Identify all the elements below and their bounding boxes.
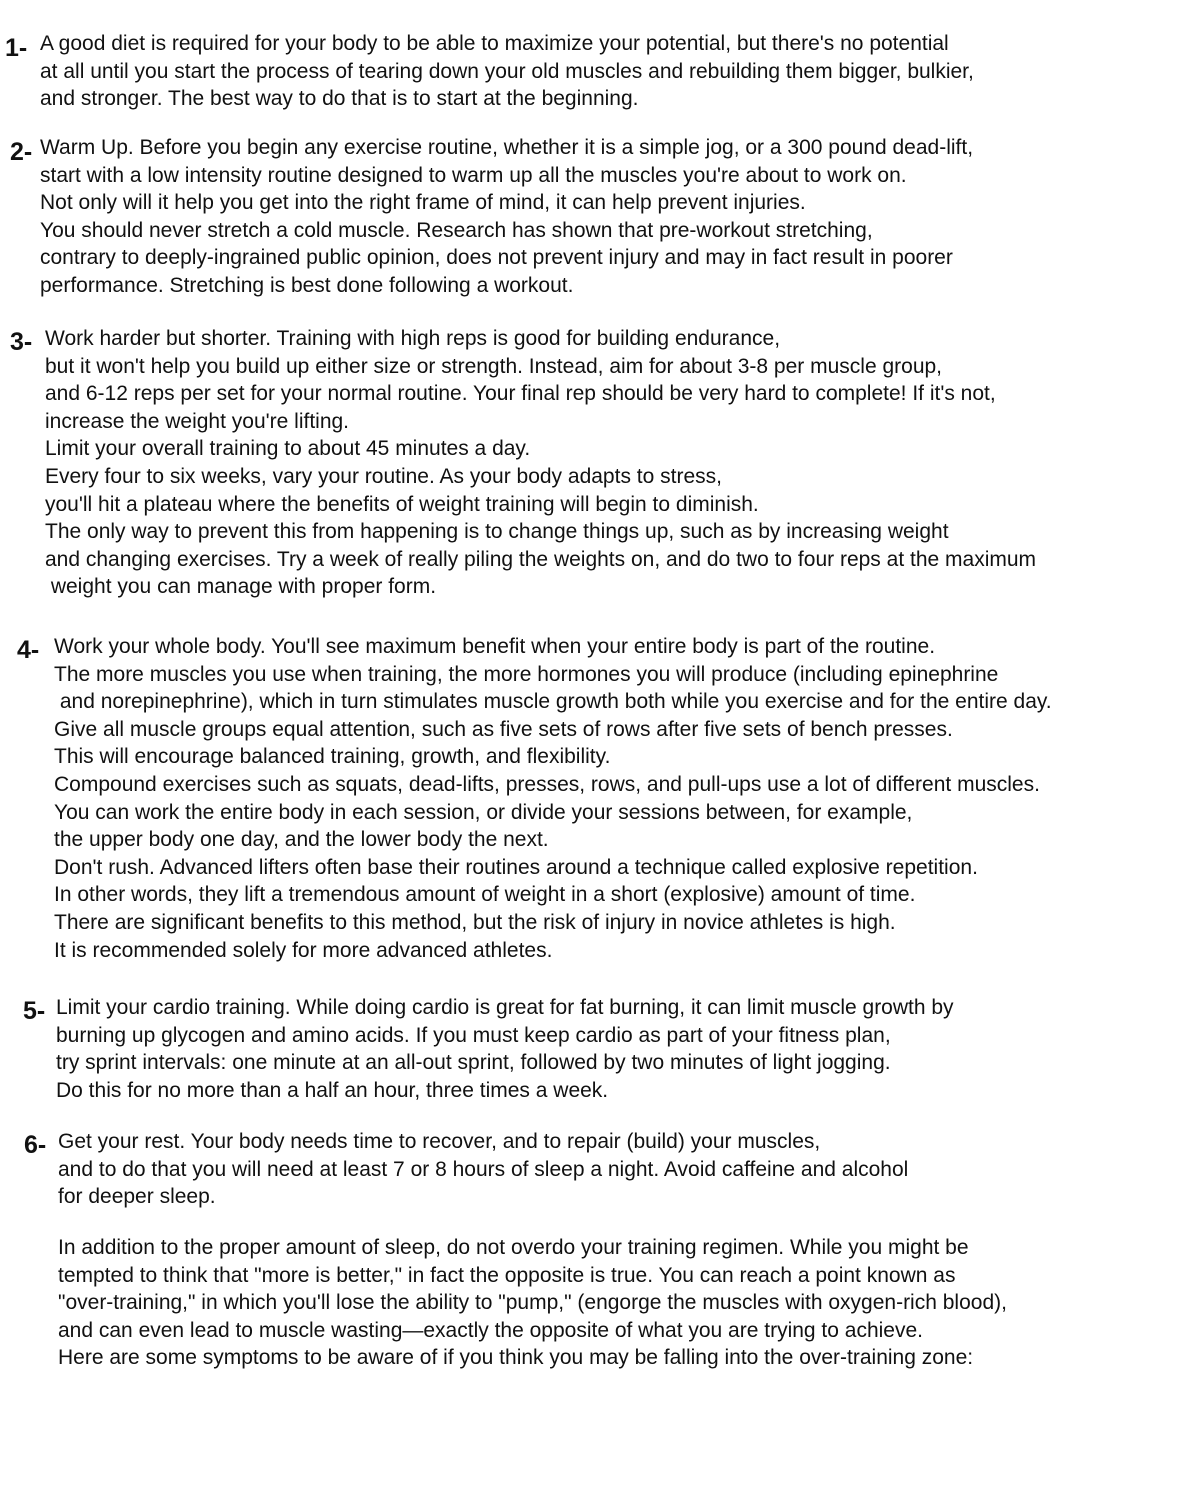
text-line: and to do that you will need at least 7 or 8 hours of sleep a night. Avoid caffeine and alcohol xyxy=(58,1157,909,1181)
section-text xyxy=(45,325,1036,601)
section-extra-text xyxy=(58,1234,1007,1372)
text-line: It is recommended solely for more advanced athletes. xyxy=(54,938,553,962)
text-line: Warm Up. Before you begin any exercise routine, whether it is a simple jog, or a 300 pound dead-lift, xyxy=(40,136,974,159)
section-text xyxy=(58,1128,908,1211)
text-line: Every four to six weeks, vary your routine. As your body adapts to stress, xyxy=(45,464,722,488)
text-line: Work harder but shorter. Training with high reps is good for building endurance, xyxy=(45,327,781,350)
section-number: 2- xyxy=(10,138,33,166)
section-number: 4- xyxy=(17,636,40,664)
text-line: at all until you start the process of tearing down your old muscles and rebuilding them bigger, bulkier, xyxy=(40,59,974,83)
text-line: performance. Stretching is best done following a workout. xyxy=(40,273,574,297)
section-number: 1- xyxy=(5,34,28,62)
text-line: This will encourage balanced training, growth, and flexibility. xyxy=(54,745,611,769)
text-line: for deeper sleep. xyxy=(58,1185,216,1209)
text-line: weight you can manage with proper form. xyxy=(45,575,437,599)
text-line: burning up glycogen and amino acids. If you must keep cardio as part of your fitness plan, xyxy=(56,1023,891,1047)
text-line: In other words, they lift a tremendous amount of weight in a short (explosive) amount of time. xyxy=(54,883,916,907)
text-line: You can work the entire body in each session, or divide your sessions between, for example, xyxy=(54,800,913,824)
section-number: 3- xyxy=(10,328,33,356)
section-text xyxy=(40,30,974,113)
section-text xyxy=(56,994,954,1104)
text-line: Give all muscle groups equal attention, such as five sets of rows after five sets of bench presses. xyxy=(54,717,953,741)
text-line: try sprint intervals: one minute at an all-out sprint, followed by two minutes of light jogging. xyxy=(56,1051,891,1075)
text-line: Do this for no more than a half an hour, three times a week. xyxy=(56,1078,609,1102)
text-line: There are significant benefits to this method, but the risk of injury in novice athletes is high. xyxy=(54,910,896,934)
text-line: A good diet is required for your body to be able to maximize your potential, but there's no potential xyxy=(40,32,949,55)
section-number: 6- xyxy=(24,1131,47,1159)
text-line: In addition to the proper amount of sleep, do not overdo your training regimen. While you might be xyxy=(58,1236,969,1259)
section-number: 5- xyxy=(23,997,46,1025)
text-line: you'll hit a plateau where the benefits of weight training will begin to diminish. xyxy=(45,492,759,516)
text-line: start with a low intensity routine designed to warm up all the muscles you're about to work on. xyxy=(40,163,907,187)
text-line: Compound exercises such as squats, dead-lifts, presses, rows, and pull-ups use a lot of different muscles. xyxy=(54,772,1040,796)
text-line: The only way to prevent this from happening is to change things up, such as by increasing weight xyxy=(45,520,949,544)
text-line: the upper body one day, and the lower body the next. xyxy=(54,828,549,852)
text-line: "over-training," in which you'll lose the ability to "pump," (engorge the muscles with oxygen-rich blood), xyxy=(58,1291,1007,1315)
text-line: contrary to deeply-ingrained public opinion, does not prevent injury and may in fact result in poorer xyxy=(40,246,953,270)
text-line: Not only will it help you get into the right frame of mind, it can help prevent injuries. xyxy=(40,191,806,215)
text-line: Limit your overall training to about 45 minutes a day. xyxy=(45,437,531,461)
section-text xyxy=(40,134,973,300)
text-line: and can even lead to muscle wasting—exactly the opposite of what you are trying to achieve. xyxy=(58,1318,923,1342)
text-line: Get your rest. Your body needs time to recover, and to repair (build) your muscles, xyxy=(58,1130,821,1153)
section-text xyxy=(54,633,1052,964)
text-line: Don't rush. Advanced lifters often base their routines around a technique called explosive repetition. xyxy=(54,855,978,879)
text-line: The more muscles you use when training, the more hormones you will produce (including epinephrine xyxy=(54,662,999,686)
text-line: tempted to think that "more is better," in fact the opposite is true. You can reach a point known as xyxy=(58,1263,956,1287)
text-line: You should never stretch a cold muscle. Research has shown that pre-workout stretching, xyxy=(40,218,873,242)
text-line: Work your whole body. You'll see maximum benefit when your entire body is part of the routine. xyxy=(54,635,936,658)
text-line: and changing exercises. Try a week of really piling the weights on, and do two to four reps at the maximum xyxy=(45,547,1037,571)
text-line: and stronger. The best way to do that is to start at the beginning. xyxy=(40,87,639,111)
text-line: and 6-12 reps per set for your normal routine. Your final rep should be very hard to complete! If it's not, xyxy=(45,382,996,406)
text-line: but it won't help you build up either size or strength. Instead, aim for about 3-8 per muscle group, xyxy=(45,354,943,378)
text-line: Here are some symptoms to be aware of if you think you may be falling into the over-training zone: xyxy=(58,1346,974,1370)
text-line: and norepinephrine), which in turn stimulates muscle growth both while you exercise and for the entire day. xyxy=(54,690,1052,714)
text-line: Limit your cardio training. While doing cardio is great for fat burning, it can limit muscle growth by xyxy=(56,996,954,1019)
text-line: increase the weight you're lifting. xyxy=(45,409,350,433)
